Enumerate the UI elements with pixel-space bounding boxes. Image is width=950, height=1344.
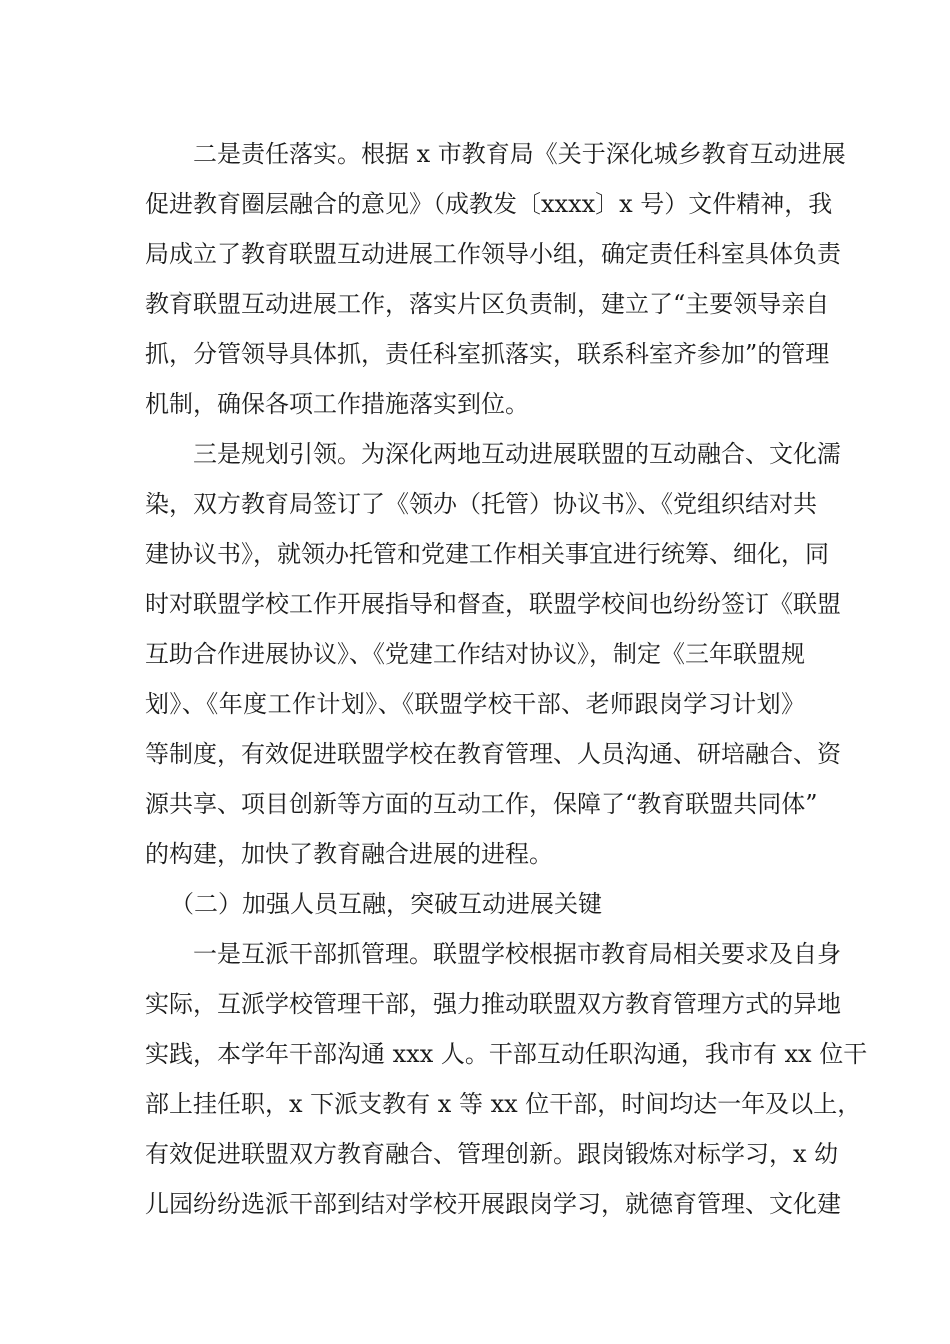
- text-line: 的构建，加快了教育融合进展的进程。: [145, 840, 553, 868]
- text-line: 划》、《年度工作计划》、《联盟学校干部、老师跟岗学习计划》: [145, 690, 805, 718]
- text-line: 源共享、项目创新等方面的互动工作，保障了“教育联盟共同体”: [145, 790, 818, 818]
- text-line: 实践，本学年干部沟通 xxx 人。干部互动任职沟通，我市有 xx 位干: [145, 1040, 868, 1068]
- text-line: 机制，确保各项工作措施落实到位。: [145, 390, 529, 418]
- text-line: 二是责任落实。根据 x 市教育局《关于深化城乡教育互动进展: [193, 140, 846, 168]
- text-line: 三是规划引领。为深化两地互动进展联盟的互动融合、文化濡: [193, 440, 841, 468]
- text-line: 互助合作进展协议》、《党建工作结对协议》，制定《三年联盟规: [145, 640, 805, 668]
- text-line: 染，双方教育局签订了《领办（托管）协议书》、《党组织结对共: [145, 490, 817, 518]
- text-line: 实际，互派学校管理干部，强力推动联盟双方教育管理方式的异地: [145, 990, 841, 1018]
- text-line: 抓，分管领导具体抓，责任科室抓落实，联系科室齐参加”的管理: [145, 340, 830, 368]
- text-line: 局成立了教育联盟互动进展工作领导小组，确定责任科室具体负责: [145, 240, 841, 268]
- text-line: 部上挂任职，x 下派支教有 x 等 xx 位干部，时间均达一年及以上，: [145, 1090, 862, 1118]
- text-line: 等制度，有效促进联盟学校在教育管理、人员沟通、研培融合、资: [145, 740, 841, 768]
- text-line: 儿园纷纷选派干部到结对学校开展跟岗学习，就德育管理、文化建: [145, 1190, 841, 1218]
- text-line: 时对联盟学校工作开展指导和督查，联盟学校间也纷纷签订《联盟: [145, 590, 841, 618]
- text-line: 促进教育圈层融合的意见》（成教发〔xxxx〕x 号）文件精神，我: [145, 190, 833, 218]
- text-line: 有效促进联盟双方教育融合、管理创新。跟岗锻炼对标学习，x 幼: [145, 1140, 839, 1168]
- text-line: 教育联盟互动进展工作，落实片区负责制，建立了“主要领导亲自: [145, 290, 830, 318]
- section-heading: （二）加强人员互融，突破互动进展关键: [170, 890, 602, 918]
- text-line: 一是互派干部抓管理。联盟学校根据市教育局相关要求及自身: [193, 940, 841, 968]
- text-line: 建协议书》，就领办托管和党建工作相关事宜进行统筹、细化，同: [145, 540, 829, 568]
